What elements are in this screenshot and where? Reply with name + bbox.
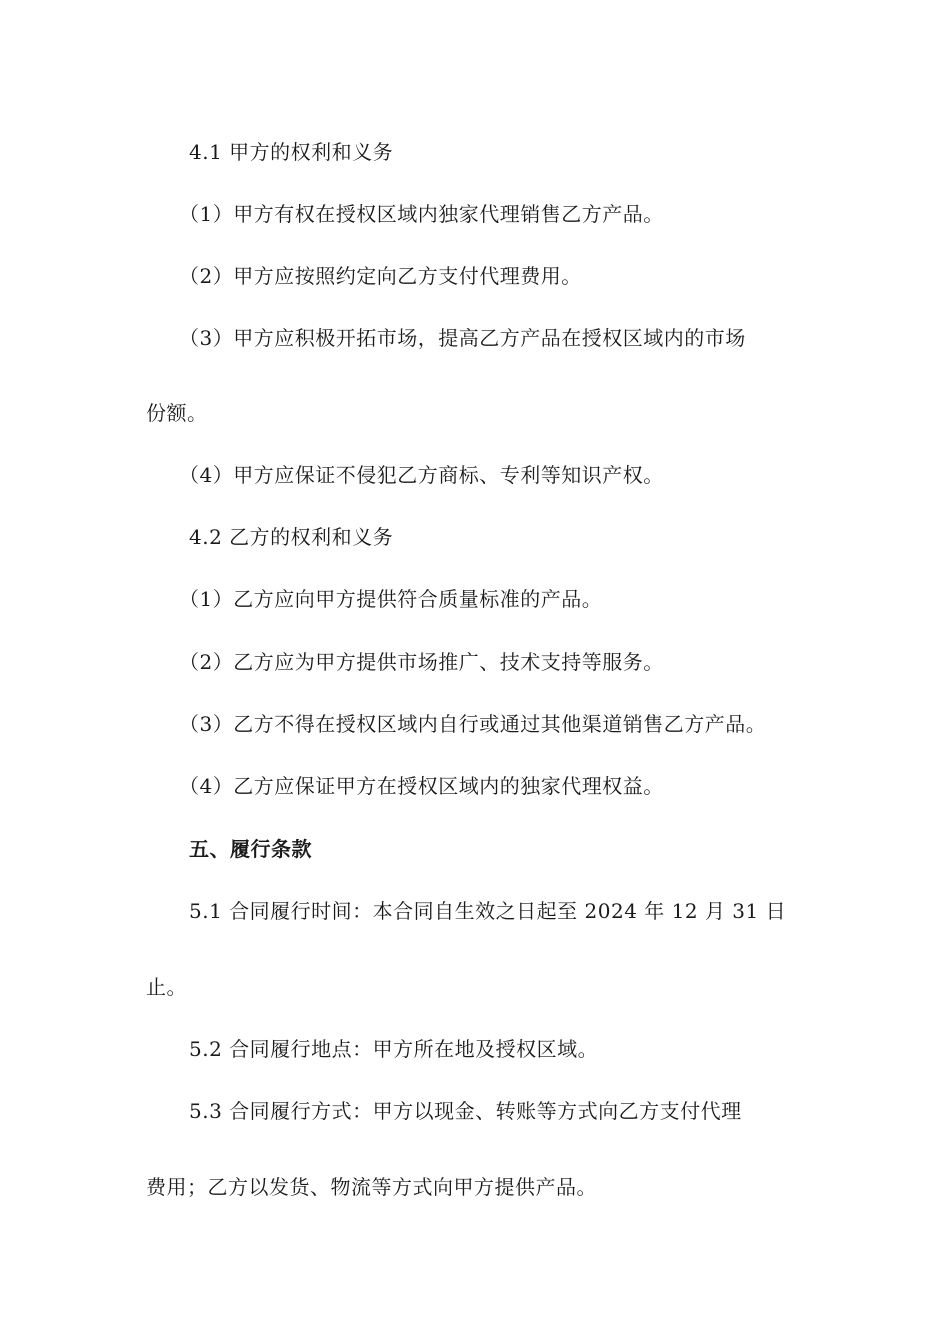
clause-5-3-continued: 费用；乙方以发货、物流等方式向甲方提供产品。 [146, 1175, 597, 1199]
clause-5-3: 5.3 合同履行方式：甲方以现金、转账等方式向乙方支付代理 [189, 1099, 742, 1123]
section-heading-4-2: 4.2 乙方的权利和义务 [189, 525, 394, 549]
paragraph-4-1-item-2: （2）甲方应按照约定向乙方支付代理费用。 [179, 264, 582, 288]
paragraph-4-1-item-3-continued: 份额。 [146, 401, 208, 425]
paragraph-4-2-item-3: （3）乙方不得在授权区域内自行或通过其他渠道销售乙方产品。 [179, 712, 767, 736]
clause-5-2: 5.2 合同履行地点：甲方所在地及授权区域。 [189, 1037, 599, 1061]
paragraph-4-1-item-4: （4）甲方应保证不侵犯乙方商标、专利等知识产权。 [179, 463, 664, 487]
paragraph-4-2-item-1: （1）乙方应向甲方提供符合质量标准的产品。 [179, 587, 603, 611]
clause-5-1: 5.1 合同履行时间：本合同自生效之日起至 2024 年 12 月 31 日 [189, 899, 787, 923]
paragraph-4-1-item-3: （3）甲方应积极开拓市场，提高乙方产品在授权区域内的市场 [179, 326, 746, 350]
clause-5-1-continued: 止。 [146, 975, 187, 999]
section-heading-4-1: 4.1 甲方的权利和义务 [189, 140, 394, 164]
paragraph-4-1-item-1: （1）甲方有权在授权区域内独家代理销售乙方产品。 [179, 202, 664, 226]
paragraph-4-2-item-2: （2）乙方应为甲方提供市场推广、技术支持等服务。 [179, 650, 664, 674]
paragraph-4-2-item-4: （4）乙方应保证甲方在授权区域内的独家代理权益。 [179, 774, 664, 798]
chapter-heading-5: 五、履行条款 [189, 837, 312, 861]
